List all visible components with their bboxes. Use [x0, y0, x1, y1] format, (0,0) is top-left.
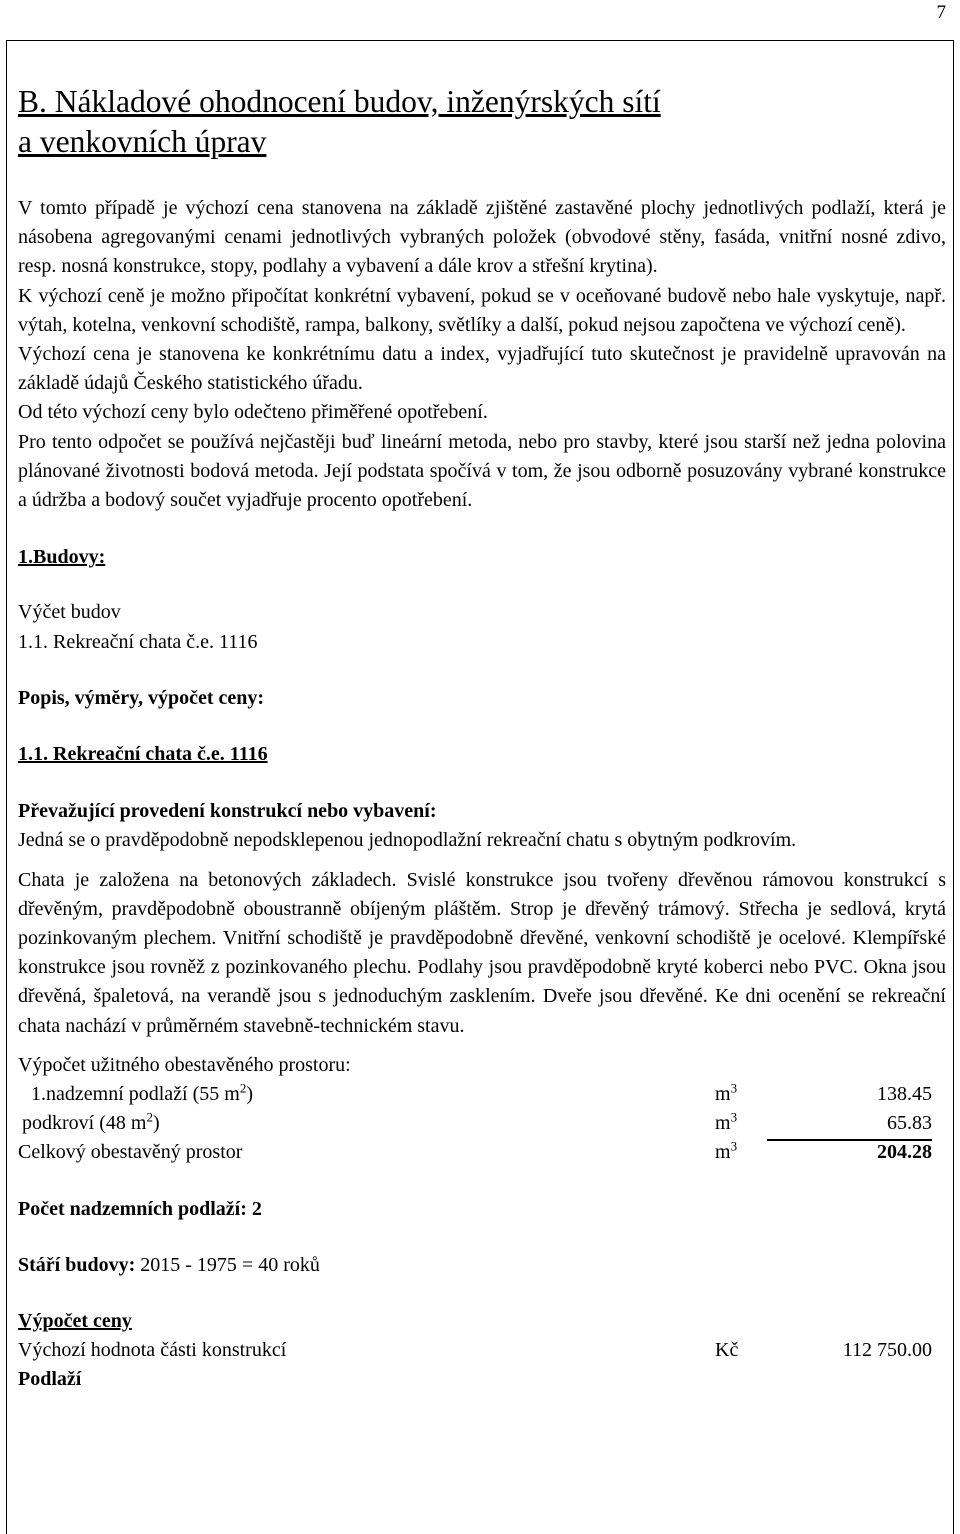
- floors-subheading: Podlaží: [18, 1368, 82, 1391]
- building-heading: 1.1. Rekreační chata č.e. 1116: [18, 743, 268, 766]
- volume-row-unit: $m^3$: [715, 1080, 738, 1106]
- volume-total-value: 204.28: [877, 1141, 932, 1164]
- buildings-list-label: Výčet budov: [18, 601, 121, 624]
- description-heading: Popis, výměry, výpočet ceny:: [18, 686, 265, 709]
- intro-text: [18, 194, 946, 515]
- base-value-label: Výchozí hodnota části konstrukcí: [18, 1339, 287, 1362]
- document-body: [18, 82, 946, 1395]
- title-line-2: a venkovních úprav: [18, 124, 267, 159]
- title-line-1: B. Nákladové ohodnocení budov, inženýrských sítí: [18, 84, 661, 119]
- construction-heading: Převažující provedení konstrukcí nebo vybavení:: [18, 800, 437, 823]
- section-title: [18, 82, 946, 162]
- volume-row-value: 138.45: [877, 1083, 932, 1106]
- volume-heading: Výpočet užitného obestavěného prostoru:: [18, 1053, 351, 1076]
- volume-row: [18, 1109, 946, 1138]
- intro-paragraph: K výchozí ceně je možno připočítat konkrétní vybavení, pokud se v oceňované budově nebo hale vyskytuje, např. výtah, kotelna, venkovní schodiště, rampa, balkony, světlíky a další, pokud nejsou započtena ve výchozí ceně).: [18, 284, 946, 336]
- intro-paragraph: V tomto případě je výchozí cena stanovena na základě zjištěné zastavěné plochy jednotlivých podlaží, která je násobena agregovanými cenami jednotlivých vybraných položek (obvodové stěny, fasáda, vnitřní nosné zdivo, resp. nosná konstrukce, stopy, podlahy a vybavení a dále krov a střešní krytina).: [18, 197, 946, 278]
- volume-row-label: 1.nadzemní podlaží (55 $m^2$): [31, 1080, 253, 1106]
- description-paragraph: Jedná se o pravděpodobně nepodsklepenou jednopodlažní rekreační chatu s obytným podkrovím.: [18, 829, 797, 852]
- volume-row: [18, 1080, 946, 1109]
- volume-total-row: [18, 1138, 946, 1167]
- description-paragraph: Chata je založena na betonových základech. Svislé konstrukce jsou tvořeny dřevěnou rámovou konstrukcí s dřevěným, pravděpodobně oboustranně obíjeným pláštěm. Strop je dřevěný trámový. Střecha je sedlová, krytá pozinkovaným plechem. Vnitřní schodiště je pravděpodobně dřevěné, venkovní schodiště je ocelové. Klempířské konstrukce jsou rovněž z pozinkovaného plechu. Podlahy jsou pravděpodobně kryté koberci nebo PVC. Okna jsou dřevěná, špaletová, na verandě jsou s jednoduchým zasklením. Dveře jsou dřevěné. Ke dni ocenění se rekreační chata nachází v průměrném stavebně-technickém stavu.: [18, 868, 946, 1037]
- building-age-label: Stáří budovy:: [18, 1253, 136, 1276]
- base-value-unit: Kč: [715, 1339, 739, 1362]
- intro-paragraph: Od této výchozí ceny bylo odečteno přiměřené opotřebení.: [18, 401, 488, 424]
- base-value-row: [18, 1336, 946, 1365]
- section-buildings-heading: 1.Budovy:: [18, 546, 106, 569]
- buildings-list-item: 1.1. Rekreační chata č.e. 1116: [18, 630, 258, 653]
- volume-row-value: 65.83: [887, 1112, 932, 1135]
- page-number: 7: [936, 2, 946, 23]
- floors-count: Počet nadzemních podlaží: 2: [18, 1197, 262, 1220]
- building-age: [18, 1251, 946, 1280]
- base-value-amount: 112 750.00: [842, 1339, 932, 1362]
- intro-paragraph: Výchozí cena je stanovena ke konkrétnímu datu a index, vyjadřující tuto skutečnost je pravidelně upravován na základě údajů Českého statistického úřadu.: [18, 343, 946, 395]
- building-age-value: 2015 - 1975 = 40 roků: [135, 1253, 320, 1276]
- intro-paragraph: Pro tento odpočet se používá nejčastěji buď lineární metoda, nebo pro stavby, které jsou starší než jedna polovina plánované životnosti bodová metoda. Její podstata spočívá v tom, že jsou odborně posuzovány vybrané konstrukce a údržba a bodový součet vyjadřuje procento opotřebení.: [18, 430, 946, 512]
- price-heading: Výpočet ceny: [18, 1310, 132, 1333]
- volume-row-unit: $m^3$: [715, 1109, 738, 1135]
- volume-row-label: podkroví (48 $m^2$): [22, 1109, 160, 1135]
- volume-total-label: Celkový obestavěný prostor: [18, 1141, 243, 1164]
- volume-total-unit: $m^3$: [715, 1138, 738, 1164]
